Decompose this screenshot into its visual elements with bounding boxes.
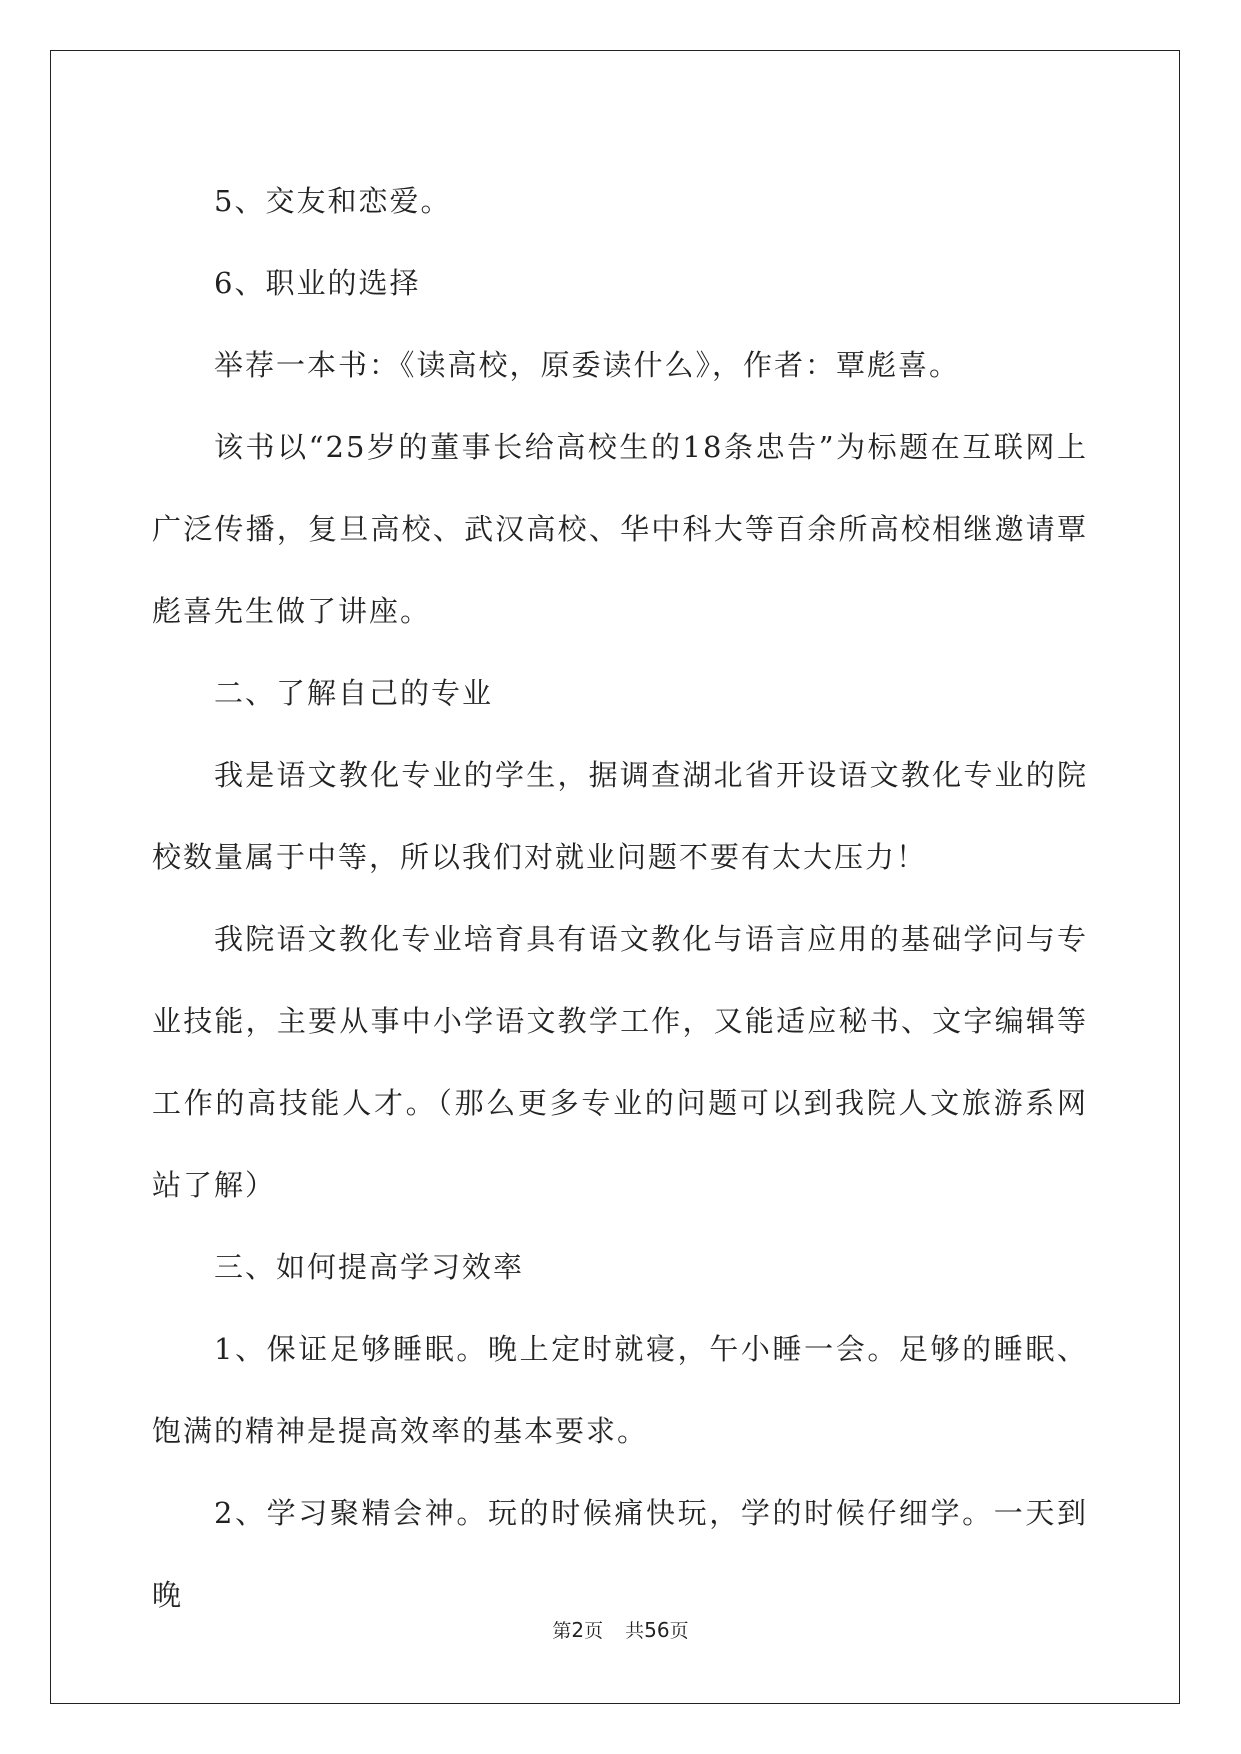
document-body — [152, 160, 1088, 1636]
paragraph: 1、保证足够睡眠。晚上定时就寝，午小睡一会。足够的睡眠、饱满的精神是提高效率的基本要求。 — [152, 1332, 1088, 1448]
page-footer — [0, 1616, 1241, 1643]
paragraph: 举荐一本书：《读高校，原委读什么》，作者：覃彪喜。 — [214, 348, 961, 382]
total-pages: 56 — [644, 1618, 670, 1642]
paragraph: 我院语文教化专业培育具有语文教化与语言应用的基础学问与专业技能，主要从事中小学语文教学工作，又能适应秘书、文字编辑等工作的高技能人才。（那么更多专业的问题可以到我院人文旅游系网站了解） — [152, 922, 1088, 1202]
page-number: 2 — [571, 1618, 585, 1642]
page-prefix: 第 — [552, 1620, 572, 1642]
paragraph: 6、职业的选择 — [214, 266, 421, 300]
paragraph: 我是语文教化专业的学生，据调查湖北省开设语文教化专业的院校数量属于中等，所以我们对就业问题不要有太大压力！ — [152, 758, 1088, 874]
paragraph: 2、学习聚精会神。玩的时候痛快玩，学的时候仔细学。一天到晚 — [152, 1496, 1088, 1612]
total-suffix: 页 — [669, 1620, 689, 1642]
total-prefix: 共 — [625, 1620, 645, 1642]
paragraph: 该书以“25岁的董事长给高校生的18条忠告”为标题在互联网上广泛传播，复旦高校、武汉高校、华中科大等百余所高校相继邀请覃彪喜先生做了讲座。 — [152, 430, 1088, 628]
section-heading: 三、如何提高学习效率 — [214, 1250, 525, 1284]
page-suffix: 页 — [584, 1620, 604, 1642]
section-heading: 二、了解自己的专业 — [214, 676, 494, 710]
paragraph: 5、交友和恋爱。 — [214, 184, 452, 218]
